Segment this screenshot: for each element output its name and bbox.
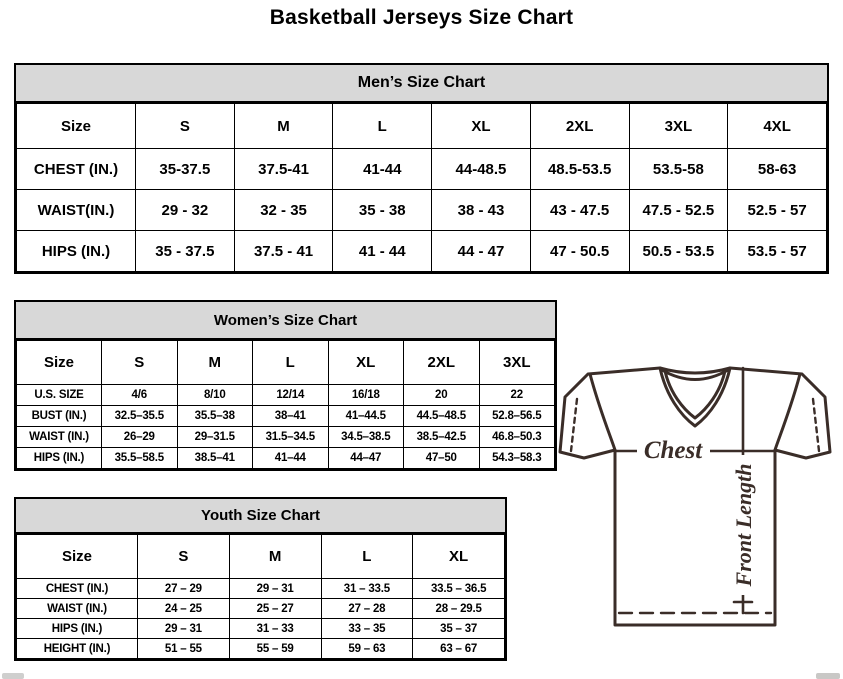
- youth-col-header: S: [138, 535, 230, 579]
- womens-col-header: S: [102, 341, 178, 385]
- youth-row-label: WAIST (IN.): [17, 599, 138, 619]
- table-row: [17, 619, 505, 639]
- mens-table: [16, 103, 827, 272]
- table-row: [17, 231, 827, 272]
- table-cell: 31 – 33.5: [321, 579, 413, 599]
- womens-col-header: M: [177, 341, 253, 385]
- table-cell: 59 – 63: [321, 639, 413, 659]
- table-cell: 35 - 38: [333, 190, 432, 231]
- table-cell: 26–29: [102, 427, 178, 448]
- table-cell: 47.5 - 52.5: [629, 190, 728, 231]
- table-row: [17, 190, 827, 231]
- table-cell: 34.5–38.5: [328, 427, 404, 448]
- table-cell: 52.8–56.5: [479, 406, 555, 427]
- mens-row-label: HIPS (IN.): [17, 231, 136, 272]
- womens-col-header: L: [253, 341, 329, 385]
- table-cell: 52.5 - 57: [728, 190, 827, 231]
- womens-col-header: Size: [17, 341, 102, 385]
- womens-row-label: U.S. SIZE: [17, 385, 102, 406]
- mens-col-header: L: [333, 104, 432, 149]
- youth-header-row: [17, 535, 505, 579]
- table-row: [17, 406, 555, 427]
- table-cell: 27 – 29: [138, 579, 230, 599]
- table-cell: 33.5 – 36.5: [413, 579, 505, 599]
- mens-col-header: 4XL: [728, 104, 827, 149]
- table-cell: 38.5–42.5: [404, 427, 480, 448]
- table-cell: 63 – 67: [413, 639, 505, 659]
- mens-row-label: CHEST (IN.): [17, 149, 136, 190]
- womens-table: [16, 340, 555, 469]
- youth-col-header: L: [321, 535, 413, 579]
- table-cell: 44 - 47: [432, 231, 531, 272]
- jersey-diagram-svg: [558, 362, 843, 667]
- table-cell: 16/18: [328, 385, 404, 406]
- table-cell: 35 - 37.5: [136, 231, 235, 272]
- table-cell: 32 - 35: [234, 190, 333, 231]
- table-cell: 41 - 44: [333, 231, 432, 272]
- table-cell: 47–50: [404, 448, 480, 469]
- mens-size-chart: [14, 63, 829, 274]
- table-cell: 31 – 33: [229, 619, 321, 639]
- table-cell: 53.5-58: [629, 149, 728, 190]
- table-cell: 44–47: [328, 448, 404, 469]
- table-cell: 35-37.5: [136, 149, 235, 190]
- womens-header-row: [17, 341, 555, 385]
- table-cell: 35.5–38: [177, 406, 253, 427]
- table-cell: 55 – 59: [229, 639, 321, 659]
- youth-row-label: HEIGHT (IN.): [17, 639, 138, 659]
- table-cell: 37.5-41: [234, 149, 333, 190]
- page-title: Basketball Jerseys Size Chart: [269, 6, 574, 29]
- table-cell: 48.5-53.5: [530, 149, 629, 190]
- table-cell: 29 – 31: [229, 579, 321, 599]
- table-cell: 27 – 28: [321, 599, 413, 619]
- table-cell: 38–41: [253, 406, 329, 427]
- womens-col-header: 2XL: [404, 341, 480, 385]
- jersey-outline: [560, 368, 830, 625]
- mens-row-label: WAIST(IN.): [17, 190, 136, 231]
- chest-label: Chest: [643, 437, 703, 464]
- table-cell: 46.8–50.3: [479, 427, 555, 448]
- table-row: [17, 149, 827, 190]
- womens-size-chart: [14, 300, 557, 471]
- mens-col-header: Size: [17, 104, 136, 149]
- table-cell: 58-63: [728, 149, 827, 190]
- jersey-measurement-diagram: [558, 362, 843, 667]
- table-cell: 47 - 50.5: [530, 231, 629, 272]
- table-cell: 29–31.5: [177, 427, 253, 448]
- youth-col-header: Size: [17, 535, 138, 579]
- table-cell: 44-48.5: [432, 149, 531, 190]
- youth-row-label: HIPS (IN.): [17, 619, 138, 639]
- table-row: [17, 427, 555, 448]
- scrollbar-thumb-left[interactable]: [2, 673, 24, 679]
- table-cell: 50.5 - 53.5: [629, 231, 728, 272]
- table-cell: 4/6: [102, 385, 178, 406]
- table-cell: 35.5–58.5: [102, 448, 178, 469]
- table-cell: 35 – 37: [413, 619, 505, 639]
- table-row: [17, 599, 505, 619]
- table-cell: 20: [404, 385, 480, 406]
- front-length-label: Front Length: [731, 463, 756, 587]
- womens-col-header: XL: [328, 341, 404, 385]
- table-cell: 54.3–58.3: [479, 448, 555, 469]
- table-cell: 41-44: [333, 149, 432, 190]
- youth-col-header: XL: [413, 535, 505, 579]
- table-cell: 41–44: [253, 448, 329, 469]
- table-cell: 25 – 27: [229, 599, 321, 619]
- mens-col-header: XL: [432, 104, 531, 149]
- youth-chart-title: Youth Size Chart: [16, 499, 505, 534]
- table-cell: 38 - 43: [432, 190, 531, 231]
- mens-col-header: S: [136, 104, 235, 149]
- table-cell: 37.5 - 41: [234, 231, 333, 272]
- mens-chart-title: Men’s Size Chart: [16, 65, 827, 103]
- youth-col-header: M: [229, 535, 321, 579]
- table-cell: 24 – 25: [138, 599, 230, 619]
- table-cell: 28 – 29.5: [413, 599, 505, 619]
- table-cell: 33 – 35: [321, 619, 413, 639]
- table-cell: 41–44.5: [328, 406, 404, 427]
- table-row: [17, 448, 555, 469]
- table-cell: 8/10: [177, 385, 253, 406]
- table-cell: 31.5–34.5: [253, 427, 329, 448]
- mens-col-header: 3XL: [629, 104, 728, 149]
- table-cell: 29 – 31: [138, 619, 230, 639]
- table-cell: 12/14: [253, 385, 329, 406]
- womens-row-label: WAIST (IN.): [17, 427, 102, 448]
- table-cell: 51 – 55: [138, 639, 230, 659]
- table-cell: 32.5–35.5: [102, 406, 178, 427]
- mens-col-header: 2XL: [530, 104, 629, 149]
- table-cell: 44.5–48.5: [404, 406, 480, 427]
- mens-header-row: [17, 104, 827, 149]
- youth-size-chart: [14, 497, 507, 661]
- table-row: [17, 639, 505, 659]
- womens-col-header: 3XL: [479, 341, 555, 385]
- table-cell: 22: [479, 385, 555, 406]
- table-cell: 38.5–41: [177, 448, 253, 469]
- table-cell: 29 - 32: [136, 190, 235, 231]
- scrollbar-thumb-right[interactable]: [816, 673, 840, 679]
- womens-chart-title: Women’s Size Chart: [16, 302, 555, 340]
- table-cell: 43 - 47.5: [530, 190, 629, 231]
- table-row: [17, 385, 555, 406]
- youth-table: [16, 534, 505, 659]
- table-row: [17, 579, 505, 599]
- table-cell: 53.5 - 57: [728, 231, 827, 272]
- womens-row-label: HIPS (IN.): [17, 448, 102, 469]
- mens-col-header: M: [234, 104, 333, 149]
- youth-row-label: CHEST (IN.): [17, 579, 138, 599]
- womens-row-label: BUST (IN.): [17, 406, 102, 427]
